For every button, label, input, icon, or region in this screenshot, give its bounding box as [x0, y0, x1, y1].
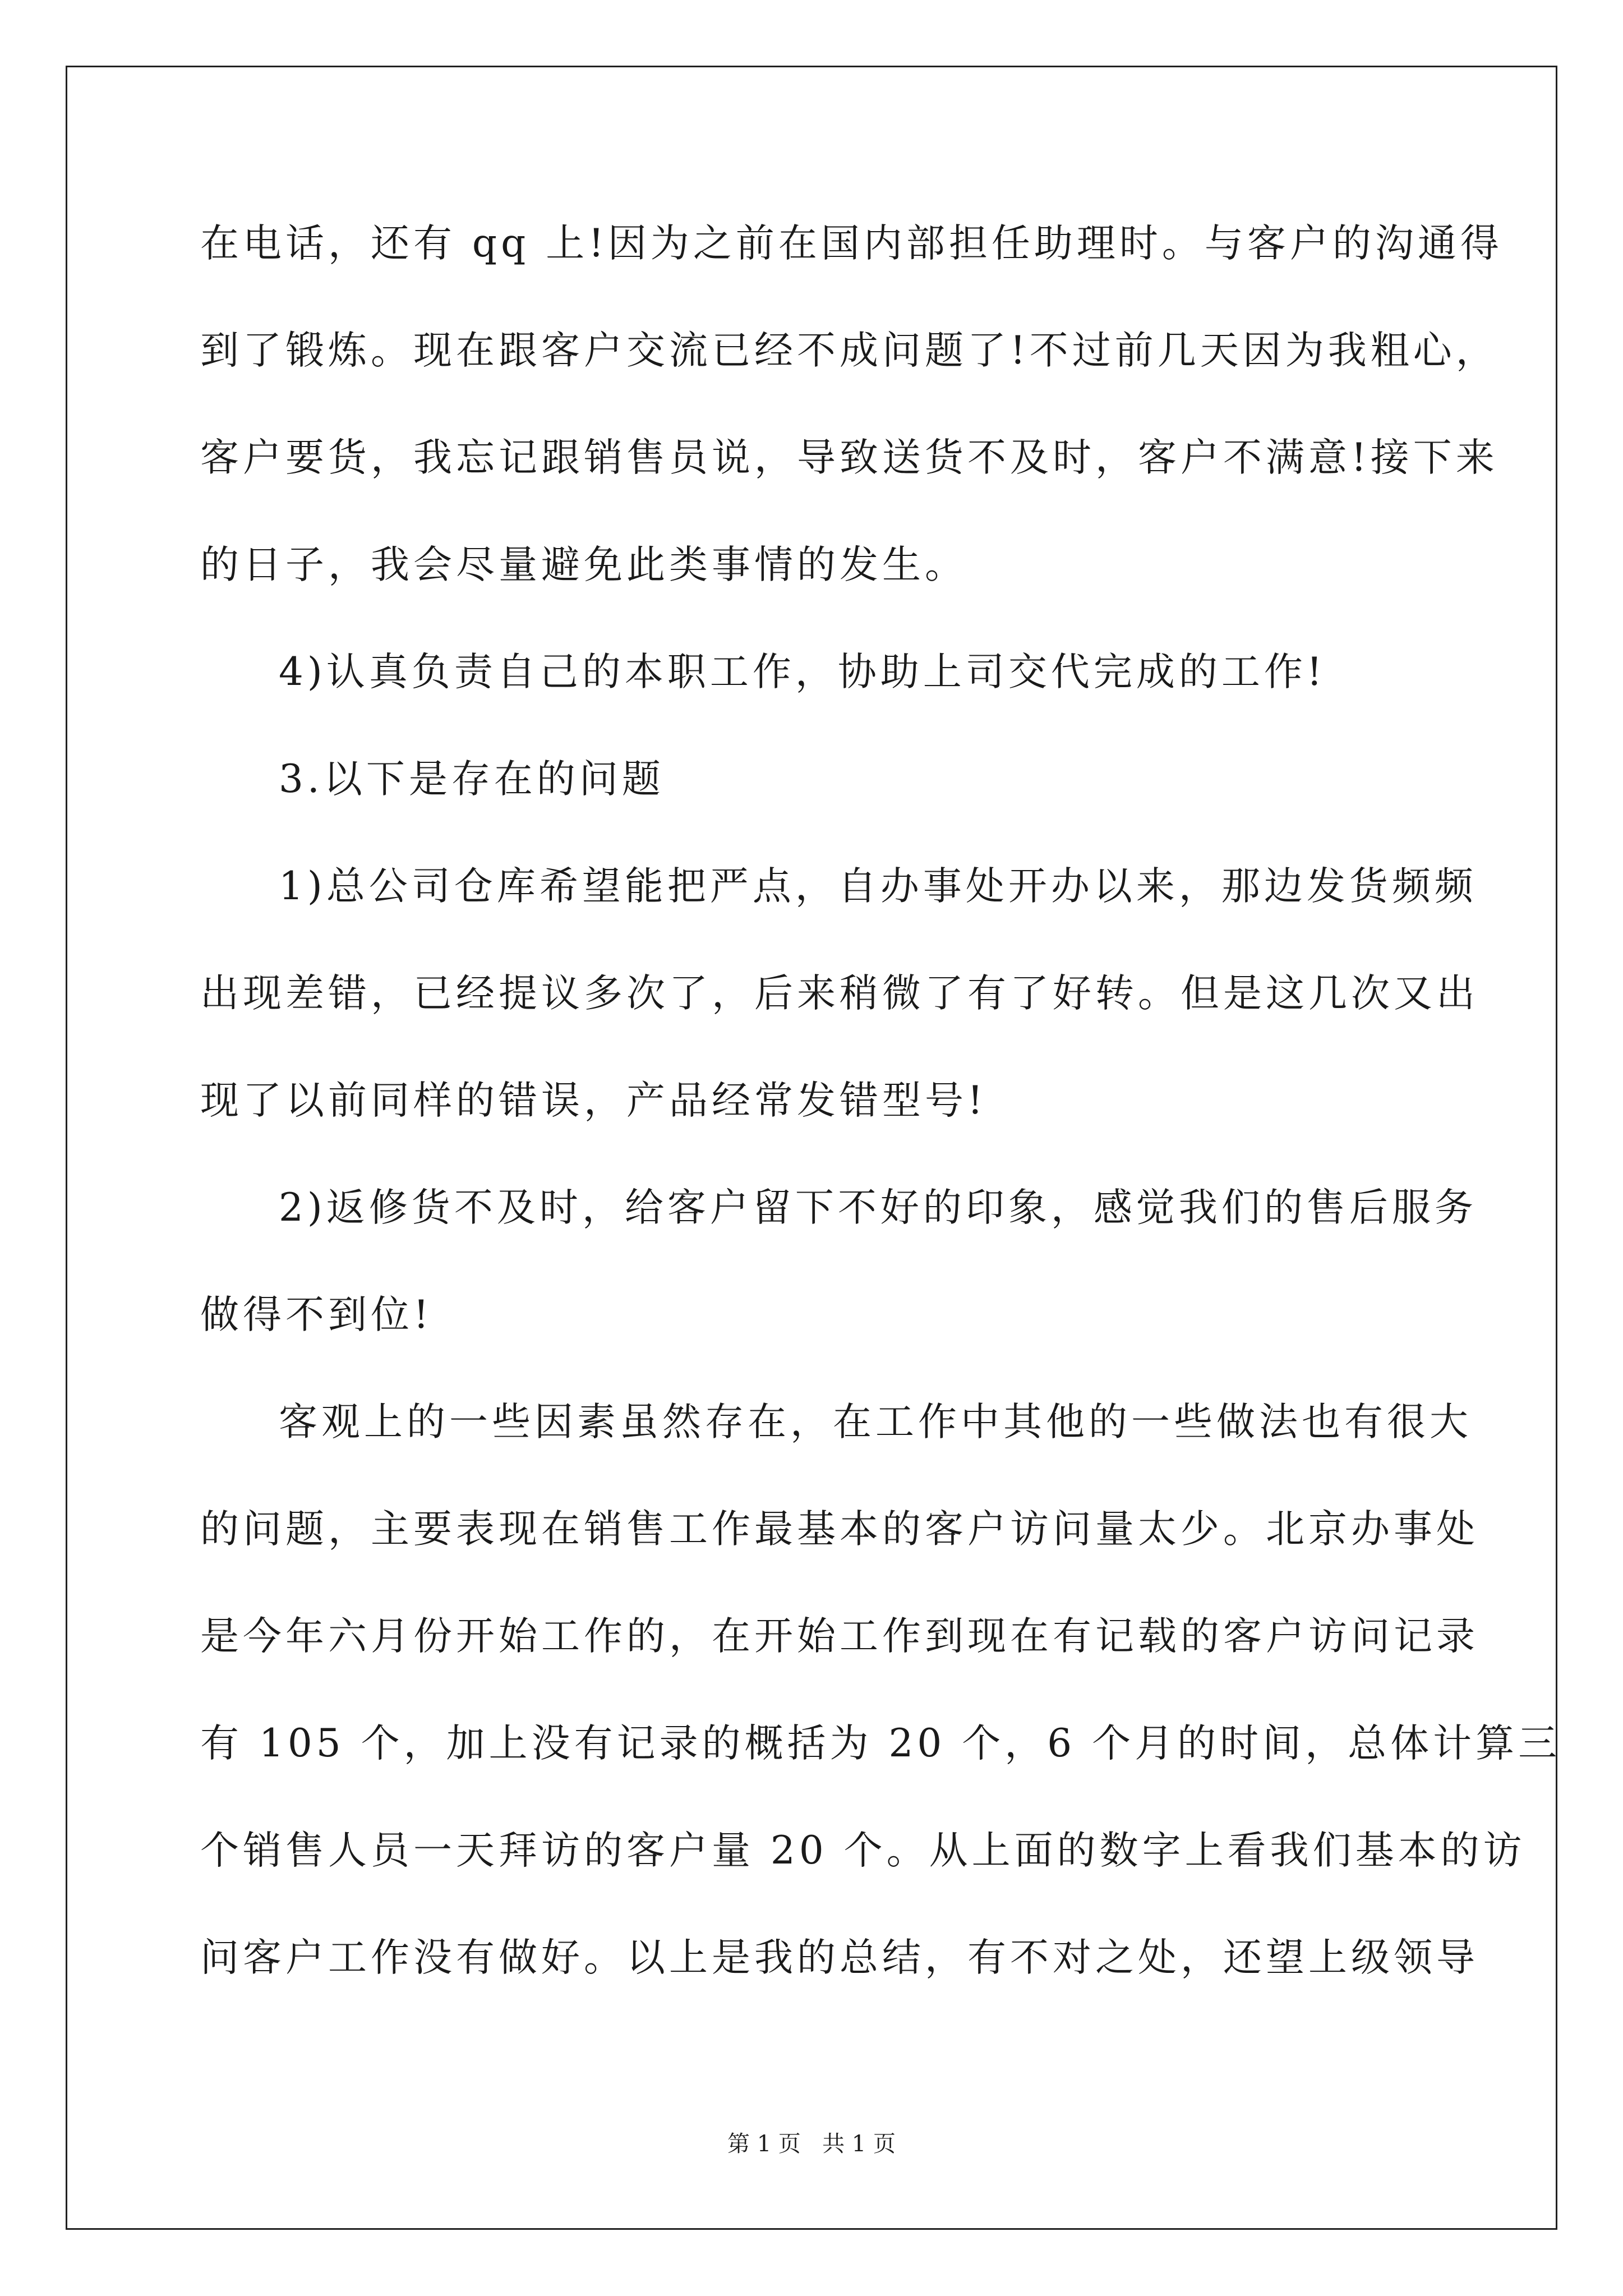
text-line: 到了锻炼。现在跟客户交流已经不成问题了!不过前几天因为我粗心，: [200, 328, 1498, 373]
text-line: 个销售人员一天拜访的客户量 20 个。从上面的数字上看我们基本的访: [200, 1828, 1526, 1873]
text-line: 有 105 个，加上没有记录的概括为 20 个，6 个月的时间，总体计算三: [200, 1721, 1561, 1766]
text-line: 客户要货，我忘记跟销售员说，导致送货不及时，客户不满意!接下来: [200, 435, 1498, 480]
text-line: 在电话，还有 qq 上!因为之前在国内部担任助理时。与客户的沟通得: [200, 221, 1503, 266]
text-line: 问客户工作没有做好。以上是我的总结，有不对之处，还望上级领导: [200, 1935, 1479, 1980]
text-line: 1)总公司仓库希望能把严点，自办事处开办以来，那边发货频频: [279, 864, 1477, 909]
text-line: 4)认真负责自己的本职工作，协助上司交代完成的工作!: [279, 650, 1326, 694]
text-line: 出现差错，已经提议多次了，后来稍微了有了好转。但是这几次又出: [200, 971, 1479, 1016]
page-footer: 第 1 页 共 1 页: [727, 2131, 896, 2157]
text-line: 的问题，主要表现在销售工作最基本的客户访问量太少。北京办事处: [200, 1507, 1479, 1552]
text-line: 客观上的一些因素虽然存在，在工作中其他的一些做法也有很大: [279, 1400, 1472, 1444]
text-line: 做得不到位!: [200, 1292, 433, 1337]
text-line: 现了以前同样的错误，产品经常发错型号!: [200, 1078, 987, 1123]
text-line: 2)返修货不及时，给客户留下不好的印象，感觉我们的售后服务: [279, 1185, 1477, 1230]
text-line: 是今年六月份开始工作的，在开始工作到现在有记载的客户访问记录: [200, 1614, 1479, 1659]
text-line: 的日子，我会尽量避免此类事情的发生。: [200, 542, 967, 587]
document-body: [200, 215, 1561, 2037]
text-line: 3.以下是存在的问题: [279, 757, 665, 802]
